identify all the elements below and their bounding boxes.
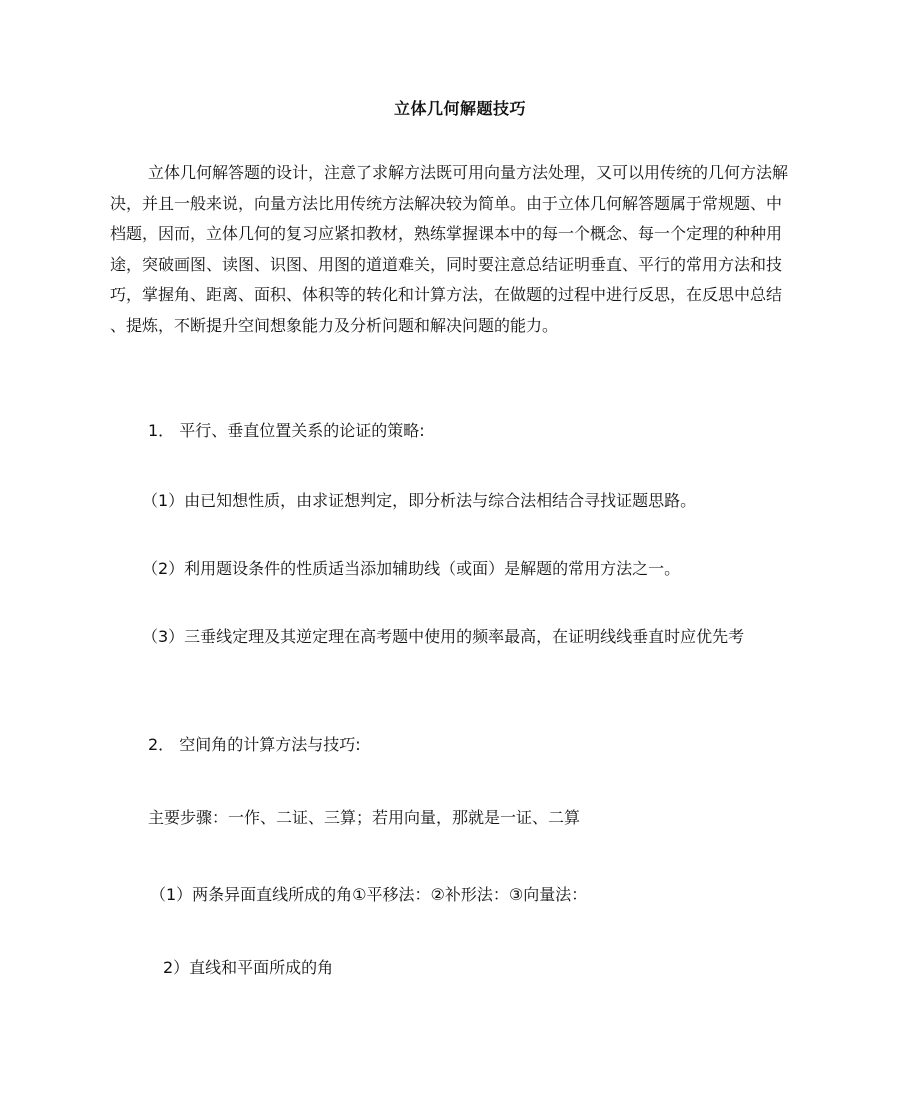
section-1-item: （2）利用题设条件的性质适当添加辅助线（或面）是解题的常用方法之一。 — [142, 559, 681, 578]
section-2-item: 2）直线和平面所成的角 — [163, 958, 334, 977]
section-2-steps: 主要步骤：一作、二证、三算；若用向量，那就是一证、二算 — [148, 808, 581, 827]
document-title: 立体几何解题技巧 — [393, 99, 526, 118]
intro-line: 途，突破画图、读图、识图、用图的道道难关，同时要注意总结证明垂直、平行的常用方法和技 — [110, 254, 783, 274]
intro-line: 档题，因而，立体几何的复习应紧扣教材，熟练掌握课本中的每一个概念、每一个定理的种种用 — [110, 224, 783, 243]
intro-paragraph — [110, 158, 810, 341]
section-1-heading: 1． 平行、垂直位置关系的论证的策略: — [148, 421, 425, 440]
intro-line: 巧，掌握角、距离、面积、体积等的转化和计算方法，在做题的过程中进行反思，在反思中总结 — [110, 285, 783, 304]
intro-line: 立体几何解答题的设计，注意了求解方法既可用向量方法处理，又可以用传统的几何方法解 — [148, 163, 789, 182]
intro-line: 、提炼，不断提升空间想象能力及分析问题和解决问题的能力。 — [110, 315, 559, 335]
section-2-heading: 2． 空间角的计算方法与技巧: — [148, 735, 361, 754]
section-1-item: （1）由已知想性质，由求证想判定，即分析法与综合法相结合寻找证题思路。 — [142, 491, 697, 510]
section-2-item: （1）两条异面直线所成的角①平移法：②补形法：③向量法： — [150, 885, 588, 904]
section-1-item: （3）三垂线定理及其逆定理在高考题中使用的频率最高，在证明线线垂直时应优先考 — [142, 627, 745, 646]
intro-line: 决，并且一般来说，向量方法比用传统方法解决较为简单。由于立体几何解答题属于常规题、中 — [110, 193, 783, 213]
